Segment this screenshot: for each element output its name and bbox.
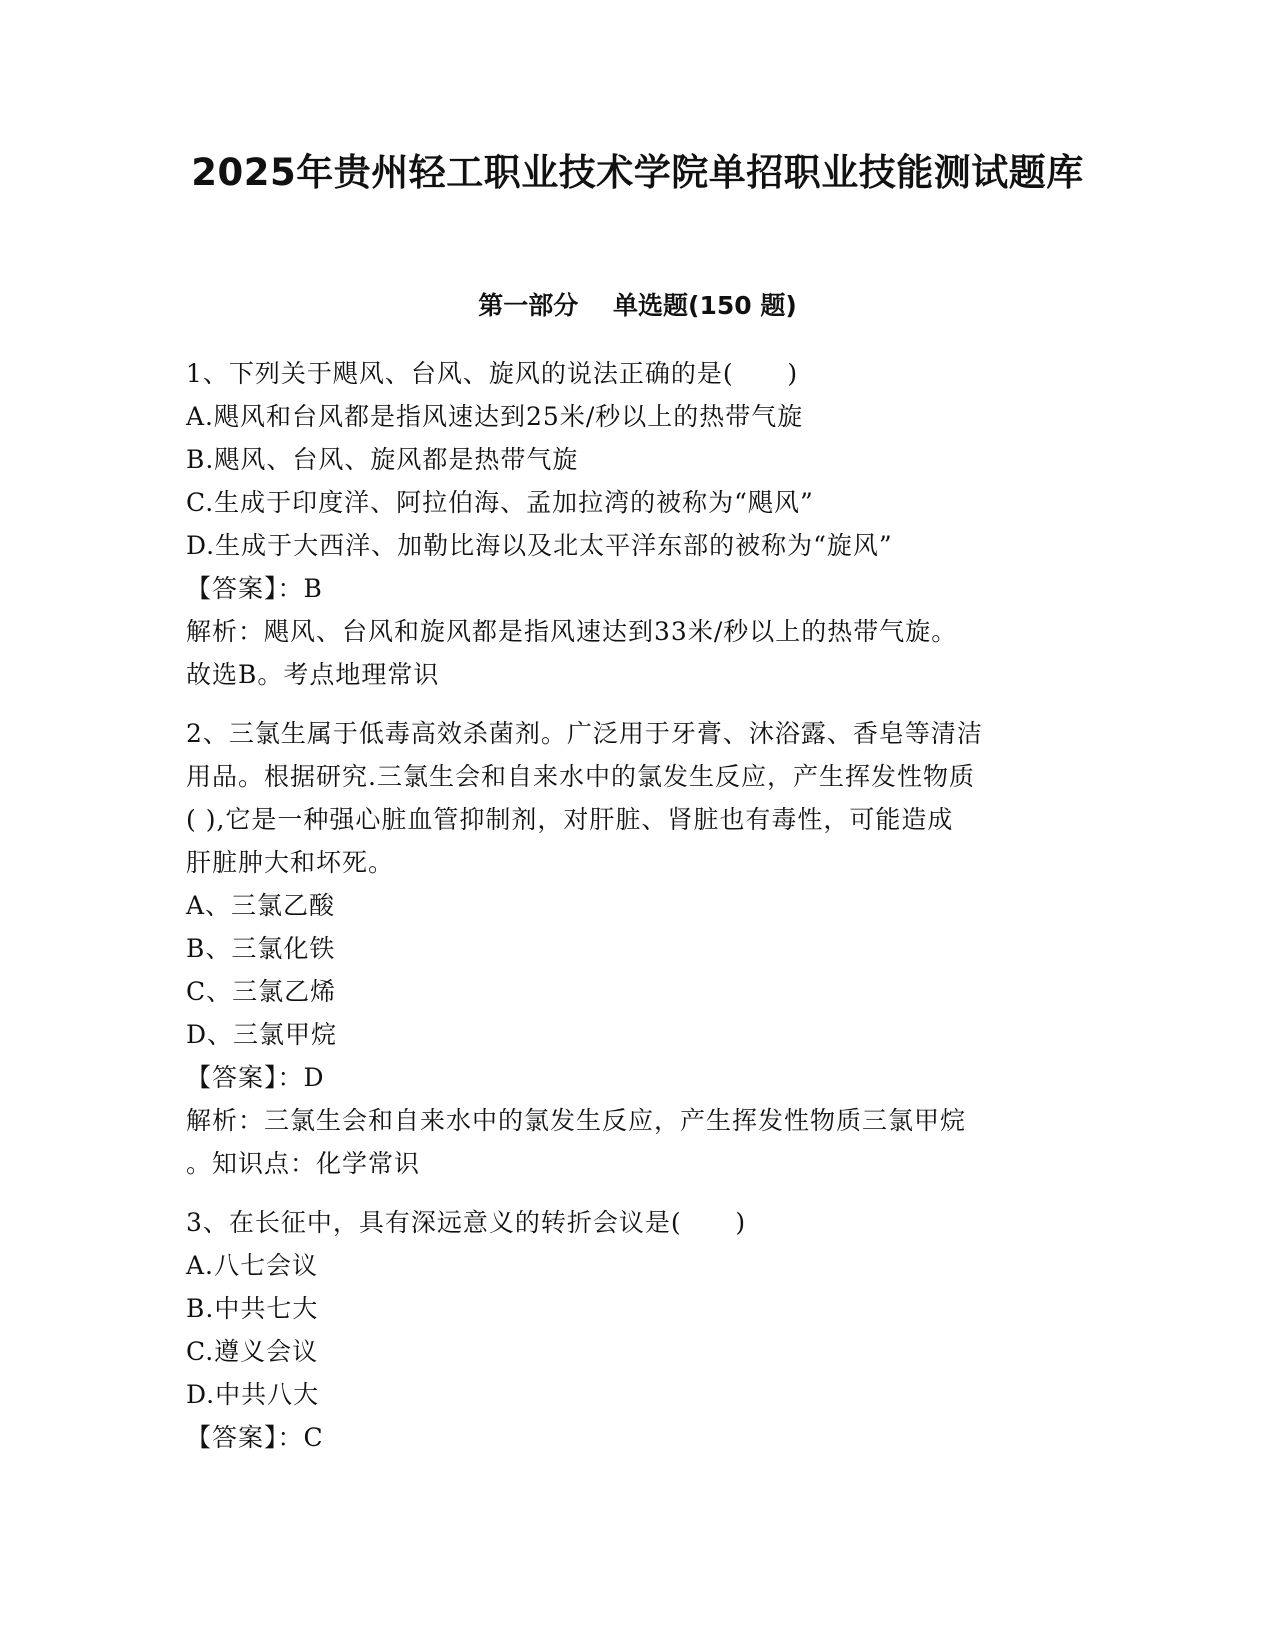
- question-2: [186, 712, 1086, 1185]
- analysis-line: 解析：三氯生会和自来水中的氯发生反应，产生挥发性物质三氯甲烷: [186, 1106, 967, 1135]
- option-d: D.中共八大: [186, 1380, 320, 1409]
- answer-line: 【答案】：D: [186, 1063, 325, 1092]
- option-c: C.遵义会议: [186, 1337, 319, 1366]
- option-d: D.生成于大西洋、加勒比海以及北太平洋东部的被称为“旋风”: [186, 531, 893, 560]
- question-stem-line: ( ),它是一种强心脏血管抑制剂，对肝脏、肾脏也有毒性，可能造成: [186, 805, 954, 834]
- question-stem-line: 2、三氯生属于低毒高效杀菌剂。广泛用于牙膏、沐浴露、香皂等清洁: [186, 719, 983, 748]
- question-3: [186, 1201, 1086, 1459]
- option-b: B.中共七大: [186, 1294, 319, 1323]
- option-c: C、三氯乙烯: [186, 977, 337, 1006]
- analysis-line: 。知识点：化学常识: [186, 1149, 421, 1178]
- option-c: C.生成于印度洋、阿拉伯海、孟加拉湾的被称为“飓风”: [186, 488, 814, 517]
- page-title: 2025年贵州轻工职业技术学院单招职业技能测试题库: [191, 151, 1084, 194]
- option-b: B.飓风、台风、旋风都是热带气旋: [186, 445, 579, 474]
- question-1: [186, 352, 1086, 696]
- option-d: D、三氯甲烷: [186, 1020, 338, 1049]
- question-stem-line: 3、在长征中，具有深远意义的转折会议是( ): [186, 1208, 747, 1237]
- option-a: A、三氯乙酸: [186, 891, 336, 920]
- answer-line: 【答案】：B: [186, 574, 323, 603]
- option-a: A.飓风和台风都是指风速达到25米/秒以上的热带气旋: [186, 402, 804, 431]
- question-stem-line: 1、下列关于飓风、台风、旋风的说法正确的是( ): [186, 359, 799, 388]
- analysis-line: 解析：飓风、台风和旋风都是指风速达到33米/秒以上的热带气旋。: [186, 617, 958, 646]
- option-a: A.八七会议: [186, 1251, 319, 1280]
- question-list: [186, 352, 1086, 1459]
- question-stem-line: 用品。根据研究.三氯生会和自来水中的氯发生反应，产生挥发性物质: [186, 762, 975, 791]
- option-b: B、三氯化铁: [186, 934, 336, 963]
- analysis-line: 故选B。考点地理常识: [186, 660, 440, 689]
- section-heading: 第一部分 单选题(150 题): [478, 291, 797, 320]
- question-stem-line: 肝脏肿大和坏死。: [186, 848, 395, 877]
- answer-line: 【答案】：C: [186, 1423, 324, 1452]
